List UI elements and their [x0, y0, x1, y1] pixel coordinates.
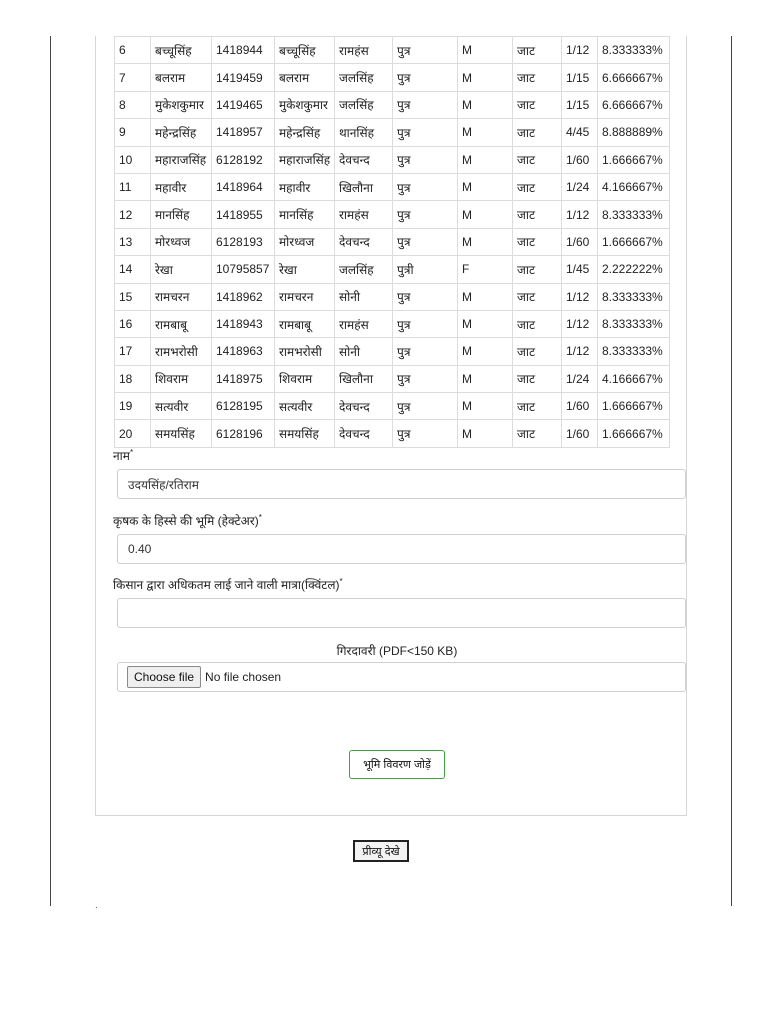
gender-cell: M	[458, 146, 513, 173]
caste-cell: जाट	[513, 201, 562, 228]
caste-cell: जाट	[513, 119, 562, 146]
name-cell: रेखा	[275, 256, 335, 283]
share-percent-cell: 8.333333%	[598, 283, 670, 310]
owner-name-cell: रामबाबू	[151, 310, 212, 337]
share-fraction-cell: 1/15	[562, 64, 598, 91]
father-name-cell: रामहंस	[335, 310, 393, 337]
khatedar-id-cell: 6128193	[212, 228, 275, 255]
name-cell: मुकेशकुमार	[275, 91, 335, 118]
caste-cell: जाट	[513, 91, 562, 118]
gender-cell: M	[458, 338, 513, 365]
serial-cell: 16	[115, 310, 151, 337]
gender-cell: M	[458, 91, 513, 118]
relation-cell: पुत्री	[393, 256, 458, 283]
serial-cell: 13	[115, 228, 151, 255]
share-percent-cell: 1.666667%	[598, 420, 670, 447]
choose-file-button[interactable]: Choose file	[127, 666, 201, 688]
serial-cell: 18	[115, 365, 151, 392]
serial-cell: 6	[115, 37, 151, 64]
table-row	[115, 283, 670, 310]
table-row	[115, 338, 670, 365]
relation-cell: पुत्र	[393, 338, 458, 365]
caste-cell: जाट	[513, 256, 562, 283]
girdawari-file-input[interactable]	[117, 662, 686, 692]
khatedar-id-cell: 1418975	[212, 365, 275, 392]
father-name-cell: देवचन्द	[335, 420, 393, 447]
share-fraction-cell: 1/60	[562, 146, 598, 173]
serial-cell: 9	[115, 119, 151, 146]
table-row	[115, 91, 670, 118]
gender-cell: F	[458, 256, 513, 283]
serial-cell: 15	[115, 283, 151, 310]
share-fraction-cell: 1/12	[562, 201, 598, 228]
father-name-cell: सोनी	[335, 283, 393, 310]
name-cell: महेन्द्रसिंह	[275, 119, 335, 146]
table-row	[115, 119, 670, 146]
gender-cell: M	[458, 37, 513, 64]
relation-cell: पुत्र	[393, 393, 458, 420]
owner-name-cell: सत्यवीर	[151, 393, 212, 420]
name-cell: शिवराम	[275, 365, 335, 392]
khatedar-id-cell: 6128195	[212, 393, 275, 420]
father-name-cell: खिलौना	[335, 365, 393, 392]
name-cell: रामभरोसी	[275, 338, 335, 365]
name-cell: महावीर	[275, 173, 335, 200]
share-percent-cell: 1.666667%	[598, 393, 670, 420]
share-percent-cell: 4.166667%	[598, 173, 670, 200]
gender-cell: M	[458, 283, 513, 310]
caste-cell: जाट	[513, 64, 562, 91]
serial-cell: 12	[115, 201, 151, 228]
add-land-details-button[interactable]: भूमि विवरण जोड़ें	[349, 750, 445, 779]
khatedar-id-cell: 1418957	[212, 119, 275, 146]
girdawari-label: गिरदावरी (PDF<150 KB)	[336, 644, 458, 658]
share-percent-cell: 8.333333%	[598, 338, 670, 365]
owner-name-cell: समयसिंह	[151, 420, 212, 447]
gender-cell: M	[458, 173, 513, 200]
table-row	[115, 173, 670, 200]
name-cell: मोरध्वज	[275, 228, 335, 255]
owner-name-cell: महावीर	[151, 173, 212, 200]
share-percent-cell: 8.333333%	[598, 201, 670, 228]
father-name-cell: रामहंस	[335, 201, 393, 228]
gender-cell: M	[458, 310, 513, 337]
owner-name-cell: बच्चूसिंह	[151, 37, 212, 64]
share-fraction-cell: 1/60	[562, 228, 598, 255]
gender-cell: M	[458, 228, 513, 255]
relation-cell: पुत्र	[393, 283, 458, 310]
name-cell: मानसिंह	[275, 201, 335, 228]
khatedar-id-cell: 1419465	[212, 91, 275, 118]
name-cell: बच्चूसिंह	[275, 37, 335, 64]
name-cell: रामचरन	[275, 283, 335, 310]
father-name-cell: देवचन्द	[335, 393, 393, 420]
serial-cell: 7	[115, 64, 151, 91]
gender-cell: M	[458, 64, 513, 91]
relation-cell: पुत्र	[393, 37, 458, 64]
table-row	[115, 201, 670, 228]
share-fraction-cell: 1/45	[562, 256, 598, 283]
table-row	[115, 310, 670, 337]
share-fraction-cell: 1/12	[562, 310, 598, 337]
name-label: नाम*	[113, 448, 134, 463]
relation-cell: पुत्र	[393, 173, 458, 200]
father-name-cell: जलसिंह	[335, 91, 393, 118]
table-row	[115, 228, 670, 255]
father-name-cell: खिलौना	[335, 173, 393, 200]
gender-cell: M	[458, 393, 513, 420]
share-fraction-cell: 1/60	[562, 393, 598, 420]
table-row	[115, 393, 670, 420]
serial-cell: 11	[115, 173, 151, 200]
khatedar-id-cell: 10795857	[212, 256, 275, 283]
caste-cell: जाट	[513, 338, 562, 365]
father-name-cell: थानसिंह	[335, 119, 393, 146]
father-name-cell: जलसिंह	[335, 256, 393, 283]
table-row	[115, 146, 670, 173]
owner-name-cell: मुकेशकुमार	[151, 91, 212, 118]
share-fraction-cell: 4/45	[562, 119, 598, 146]
serial-cell: 10	[115, 146, 151, 173]
caste-cell: जाट	[513, 283, 562, 310]
caste-cell: जाट	[513, 37, 562, 64]
relation-cell: पुत्र	[393, 228, 458, 255]
share-fraction-cell: 1/60	[562, 420, 598, 447]
serial-cell: 20	[115, 420, 151, 447]
gender-cell: M	[458, 119, 513, 146]
khatedar-id-cell: 6128196	[212, 420, 275, 447]
share-percent-cell: 6.666667%	[598, 64, 670, 91]
serial-cell: 17	[115, 338, 151, 365]
owner-name-cell: मोरध्वज	[151, 228, 212, 255]
khatedar-id-cell: 1418943	[212, 310, 275, 337]
max-quantity-input[interactable]	[117, 598, 686, 628]
land-share-input[interactable]	[117, 534, 686, 564]
page-frame-left-border	[50, 36, 51, 906]
share-percent-cell: 6.666667%	[598, 91, 670, 118]
table-row	[115, 420, 670, 447]
owner-name-cell: मानसिंह	[151, 201, 212, 228]
gender-cell: M	[458, 201, 513, 228]
land-share-label: कृषक के हिस्से की भूमि (हेक्टेअर)*	[113, 513, 262, 528]
owner-name-cell: रेखा	[151, 256, 212, 283]
serial-cell: 8	[115, 91, 151, 118]
caste-cell: जाट	[513, 173, 562, 200]
name-cell: सत्यवीर	[275, 393, 335, 420]
father-name-cell: सोनी	[335, 338, 393, 365]
relation-cell: पुत्र	[393, 201, 458, 228]
share-percent-cell: 8.333333%	[598, 310, 670, 337]
land-table-body	[115, 37, 670, 448]
share-percent-cell: 8.333333%	[598, 37, 670, 64]
father-name-cell: जलसिंह	[335, 64, 393, 91]
land-owners-table	[114, 36, 670, 448]
caste-cell: जाट	[513, 146, 562, 173]
owner-name-cell: रामभरोसी	[151, 338, 212, 365]
khatedar-id-cell: 6128192	[212, 146, 275, 173]
share-fraction-cell: 1/15	[562, 91, 598, 118]
relation-cell: पुत्र	[393, 420, 458, 447]
share-percent-cell: 1.666667%	[598, 228, 670, 255]
khatedar-id-cell: 1418944	[212, 37, 275, 64]
caste-cell: जाट	[513, 310, 562, 337]
share-percent-cell: 8.888889%	[598, 119, 670, 146]
khatedar-id-cell: 1418955	[212, 201, 275, 228]
father-name-cell: रामहंस	[335, 37, 393, 64]
share-fraction-cell: 1/24	[562, 365, 598, 392]
no-file-text: No file chosen	[205, 670, 282, 684]
share-fraction-cell: 1/24	[562, 173, 598, 200]
father-name-cell: देवचन्द	[335, 146, 393, 173]
page-frame-right-border	[731, 36, 732, 906]
name-cell: रामबाबू	[275, 310, 335, 337]
relation-cell: पुत्र	[393, 365, 458, 392]
khatedar-id-cell: 1419459	[212, 64, 275, 91]
khatedar-id-cell: 1418962	[212, 283, 275, 310]
share-percent-cell: 4.166667%	[598, 365, 670, 392]
max-quantity-label: किसान द्वारा अधिकतम लाई जाने वाली मात्रा(क्विंटल)*	[113, 577, 343, 592]
caste-cell: जाट	[513, 393, 562, 420]
caste-cell: जाट	[513, 228, 562, 255]
owner-name-cell: महेन्द्रसिंह	[151, 119, 212, 146]
share-fraction-cell: 1/12	[562, 338, 598, 365]
gender-cell: M	[458, 420, 513, 447]
khatedar-id-cell: 1418963	[212, 338, 275, 365]
relation-cell: पुत्र	[393, 64, 458, 91]
serial-cell: 14	[115, 256, 151, 283]
preview-button[interactable]: प्रीव्यू देखे	[353, 840, 409, 862]
footer-dot: .	[95, 900, 98, 911]
caste-cell: जाट	[513, 420, 562, 447]
name-cell: बलराम	[275, 64, 335, 91]
father-name-cell: देवचन्द	[335, 228, 393, 255]
table-row	[115, 37, 670, 64]
relation-cell: पुत्र	[393, 119, 458, 146]
share-percent-cell: 1.666667%	[598, 146, 670, 173]
serial-cell: 19	[115, 393, 151, 420]
relation-cell: पुत्र	[393, 310, 458, 337]
name-input[interactable]	[117, 469, 686, 499]
gender-cell: M	[458, 365, 513, 392]
table-row	[115, 365, 670, 392]
owner-name-cell: महाराजसिंह	[151, 146, 212, 173]
share-percent-cell: 2.222222%	[598, 256, 670, 283]
caste-cell: जाट	[513, 365, 562, 392]
owner-name-cell: बलराम	[151, 64, 212, 91]
relation-cell: पुत्र	[393, 91, 458, 118]
name-cell: समयसिंह	[275, 420, 335, 447]
share-fraction-cell: 1/12	[562, 37, 598, 64]
share-fraction-cell: 1/12	[562, 283, 598, 310]
table-row	[115, 256, 670, 283]
relation-cell: पुत्र	[393, 146, 458, 173]
owner-name-cell: रामचरन	[151, 283, 212, 310]
khatedar-id-cell: 1418964	[212, 173, 275, 200]
table-row	[115, 64, 670, 91]
name-cell: महाराजसिंह	[275, 146, 335, 173]
owner-name-cell: शिवराम	[151, 365, 212, 392]
